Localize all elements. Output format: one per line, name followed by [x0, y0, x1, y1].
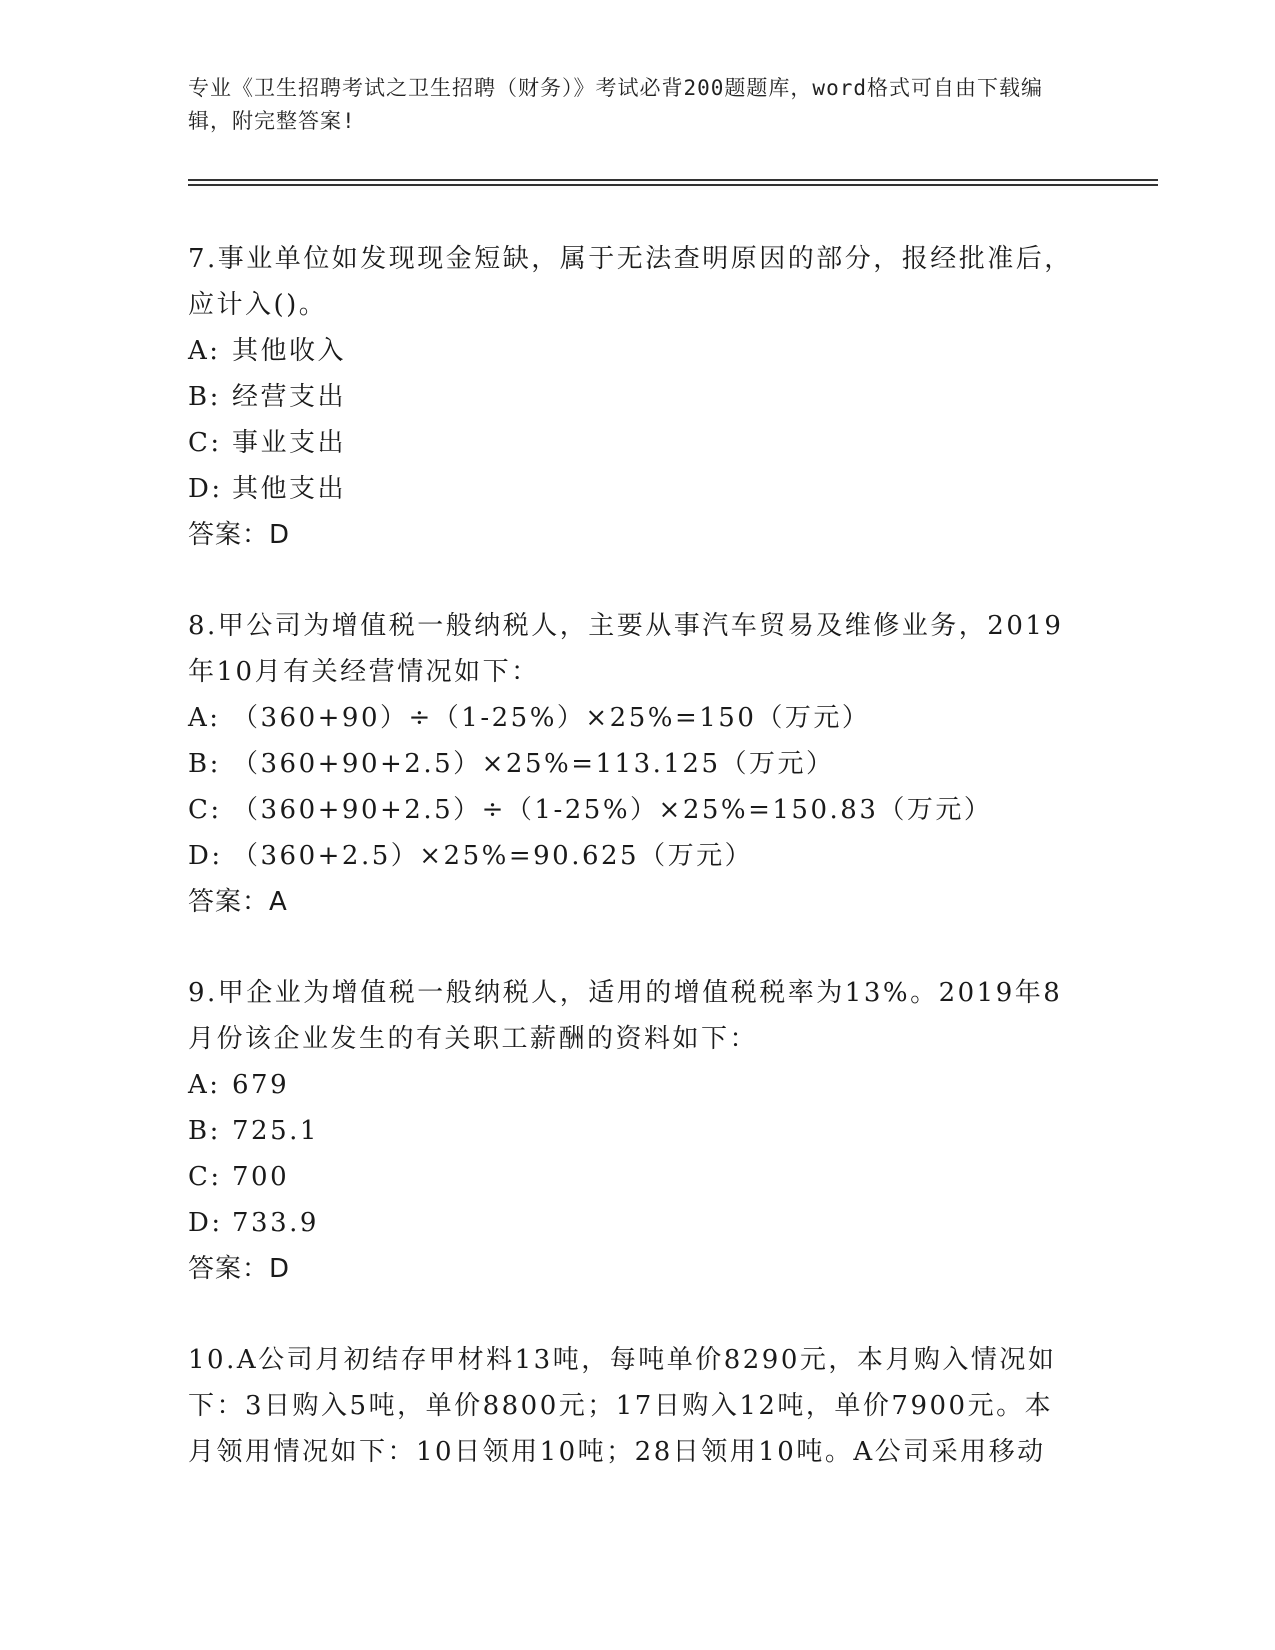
question-stem: 8.甲公司为增值税一般纳税人，主要从事汽车贸易及维修业务，2019年10月有关经营情况如下： — [188, 611, 1064, 687]
option-text: （360+90+2.5）÷（1-25%）×25%=150.83（万元） — [232, 795, 993, 825]
option-b — [188, 1108, 1078, 1154]
option-text: （360+2.5）×25%=90.625（万元） — [232, 841, 754, 871]
question-10 — [188, 1337, 1078, 1475]
option-label: A: — [188, 336, 221, 366]
option-text: （360+90）÷（1-25%）×25%=150（万元） — [232, 703, 871, 733]
option-b — [188, 741, 1078, 787]
option-a — [188, 328, 1078, 374]
option-label: B: — [188, 382, 221, 412]
header-divider-top — [188, 179, 1158, 181]
header-divider-bottom — [188, 184, 1158, 186]
option-text: 经营支出 — [232, 382, 347, 412]
answer-line: 答案：A — [188, 887, 288, 917]
option-text: 700 — [232, 1162, 290, 1192]
document-header — [188, 72, 1068, 138]
option-d — [188, 466, 1078, 512]
option-label: C: — [188, 428, 222, 458]
option-label: A: — [188, 1070, 221, 1100]
option-label: A: — [188, 703, 221, 733]
option-text: 其他支出 — [232, 474, 347, 504]
option-text: 其他收入 — [232, 336, 347, 366]
question-stem: 7.事业单位如发现现金短缺，属于无法查明原因的部分，报经批准后，应计入()。 — [188, 244, 1073, 320]
answer-line: 答案：D — [188, 520, 291, 550]
option-c — [188, 787, 1078, 833]
option-text: 事业支出 — [232, 428, 347, 458]
option-b — [188, 374, 1078, 420]
question-8 — [188, 603, 1078, 925]
option-a — [188, 695, 1078, 741]
header-title: 专业《卫生招聘考试之卫生招聘（财务）》考试必背200题题库，word格式可自由下载编辑，附完整答案! — [188, 76, 1043, 133]
question-stem: 10.A公司月初结存甲材料13吨，每吨单价8290元，本月购入情况如下：3日购入5吨，单价8800元；17日购入12吨，单价7900元。本月领用情况如下：10日领用10吨；28日领用10吨。A公司采用移动 — [188, 1345, 1057, 1467]
option-text: 725.1 — [232, 1116, 319, 1146]
option-label: C: — [188, 1162, 222, 1192]
option-text: 679 — [232, 1070, 290, 1100]
option-d — [188, 1200, 1078, 1246]
question-stem: 9.甲企业为增值税一般纳税人，适用的增值税税率为13%。2019年8月份该企业发生的有关职工薪酬的资料如下： — [188, 978, 1063, 1054]
option-a — [188, 1062, 1078, 1108]
option-label: D: — [188, 841, 223, 871]
question-7 — [188, 236, 1078, 558]
option-c — [188, 420, 1078, 466]
option-text: （360+90+2.5）×25%=113.125（万元） — [232, 749, 835, 779]
option-label: B: — [188, 1116, 221, 1146]
option-text: 733.9 — [232, 1208, 319, 1238]
option-label: D: — [188, 474, 223, 504]
question-9 — [188, 970, 1078, 1292]
option-label: B: — [188, 749, 221, 779]
answer-line: 答案：D — [188, 1254, 291, 1284]
option-label: D: — [188, 1208, 223, 1238]
option-label: C: — [188, 795, 222, 825]
question-list — [188, 236, 1078, 1520]
option-c — [188, 1154, 1078, 1200]
option-d — [188, 833, 1078, 879]
